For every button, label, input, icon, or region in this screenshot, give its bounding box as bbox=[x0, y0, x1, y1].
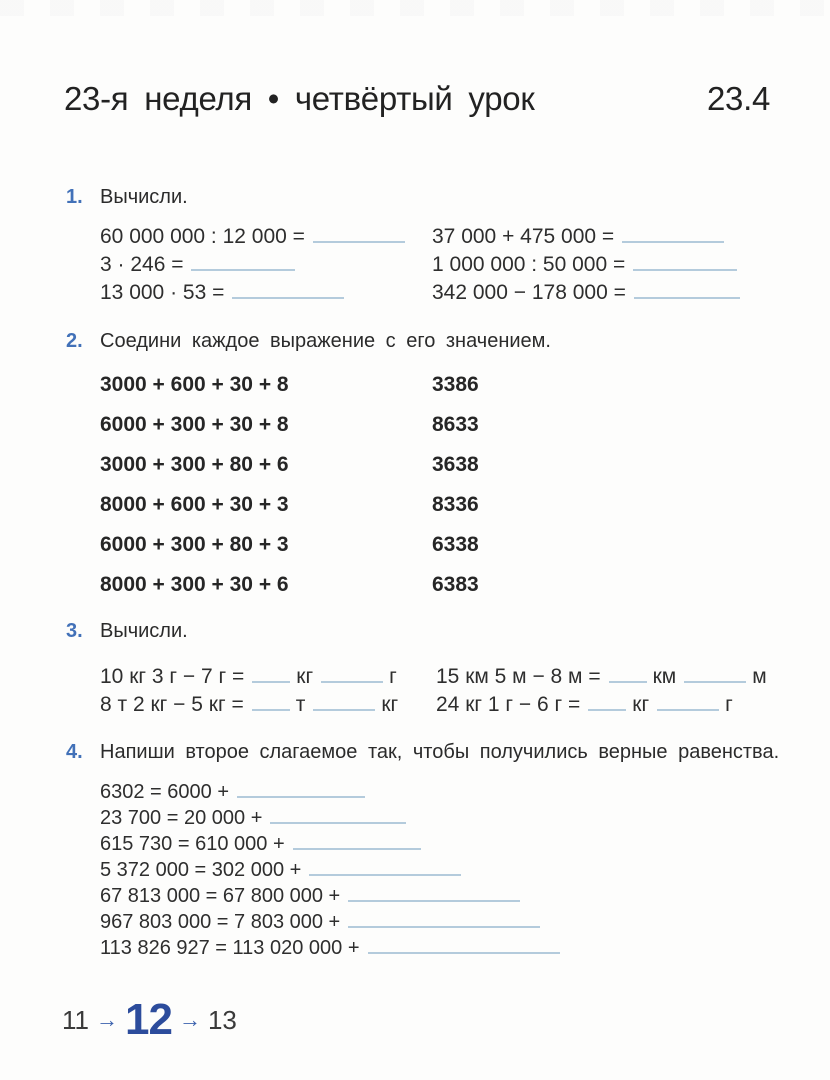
current-page-number: 12 bbox=[125, 995, 172, 1044]
equation-expression: 615 730 = 610 000 + bbox=[100, 833, 285, 855]
answer-blank[interactable] bbox=[633, 258, 737, 271]
task-3-number: 3. bbox=[66, 620, 83, 642]
answer-blank[interactable] bbox=[348, 889, 520, 902]
answer-blank[interactable] bbox=[293, 837, 421, 850]
unit-problem bbox=[100, 694, 436, 716]
problem-expression: 15 км 5 м − 8 м = bbox=[436, 665, 601, 688]
answer-blank[interactable] bbox=[252, 698, 290, 711]
answer-blank[interactable] bbox=[634, 286, 740, 299]
equation-expression: 6302 = 6000 + bbox=[100, 781, 230, 803]
math-problem bbox=[432, 226, 794, 248]
task-2-heading bbox=[66, 330, 794, 353]
answer-blank[interactable] bbox=[309, 863, 461, 876]
match-expression[interactable]: 8000 + 600 + 30 + 3 bbox=[100, 493, 289, 516]
match-expression[interactable]: 3000 + 300 + 80 + 6 bbox=[100, 453, 289, 476]
problem-expression: 60 000 000 : 12 000 = bbox=[100, 225, 305, 248]
unit-label: кг bbox=[296, 665, 314, 688]
problem-expression: 8 т 2 кг − 5 кг = bbox=[100, 693, 244, 716]
math-problem bbox=[432, 254, 794, 276]
match-expression[interactable]: 6000 + 300 + 30 + 8 bbox=[100, 413, 289, 436]
answer-blank[interactable] bbox=[348, 915, 540, 928]
answer-blank[interactable] bbox=[270, 811, 406, 824]
problem-expression: 37 000 + 475 000 = bbox=[432, 225, 615, 248]
equation bbox=[100, 805, 794, 831]
math-problem bbox=[100, 282, 432, 304]
match-expression[interactable]: 6000 + 300 + 80 + 3 bbox=[100, 533, 289, 556]
task-3 bbox=[66, 620, 794, 716]
problem-expression: 24 кг 1 г − 6 г = bbox=[436, 693, 581, 716]
lesson-code: 23.4 bbox=[706, 80, 770, 117]
match-expression[interactable]: 8000 + 300 + 30 + 6 bbox=[100, 573, 289, 596]
unit-problem bbox=[436, 666, 794, 688]
equation-expression: 967 803 000 = 7 803 000 + bbox=[100, 911, 341, 933]
answer-blank[interactable] bbox=[313, 698, 375, 711]
math-problem bbox=[100, 226, 432, 248]
task-4-title: Напиши второе слагаемое так, чтобы получились верные равенства. bbox=[100, 741, 780, 763]
answer-blank[interactable] bbox=[232, 286, 344, 299]
task-1 bbox=[66, 186, 794, 304]
equation bbox=[100, 857, 794, 883]
task-2-title: Соедини каждое выражение с его значением. bbox=[100, 330, 551, 352]
equation bbox=[100, 909, 794, 935]
unit-label: т bbox=[295, 693, 306, 716]
task-1-problems bbox=[100, 226, 794, 304]
math-problem bbox=[432, 282, 794, 304]
match-expression[interactable]: 3000 + 600 + 30 + 8 bbox=[100, 373, 289, 396]
equation bbox=[100, 883, 794, 909]
match-value[interactable]: 6383 bbox=[432, 573, 479, 596]
problem-expression: 1 000 000 : 50 000 = bbox=[432, 253, 626, 276]
match-value[interactable]: 3386 bbox=[432, 373, 479, 396]
task-3-title: Вычисли. bbox=[100, 620, 188, 642]
unit-problem bbox=[100, 666, 436, 688]
match-value[interactable]: 3638 bbox=[432, 453, 479, 476]
answer-blank[interactable] bbox=[252, 670, 290, 683]
answer-blank[interactable] bbox=[684, 670, 746, 683]
match-value[interactable]: 8336 bbox=[432, 493, 479, 516]
equation-expression: 5 372 000 = 302 000 + bbox=[100, 859, 302, 881]
task-3-heading bbox=[66, 620, 794, 643]
unit-label: г bbox=[725, 693, 733, 716]
answer-blank[interactable] bbox=[368, 941, 560, 954]
equation bbox=[100, 831, 794, 857]
page-title: 23-я неделя • четвёртый урок bbox=[64, 80, 535, 117]
problem-expression: 13 000 · 53 = bbox=[100, 281, 225, 304]
answer-blank[interactable] bbox=[321, 670, 383, 683]
equation-expression: 67 813 000 = 67 800 000 + bbox=[100, 885, 341, 907]
answer-blank[interactable] bbox=[657, 698, 719, 711]
answer-blank[interactable] bbox=[588, 698, 626, 711]
page-navigation bbox=[62, 995, 237, 1044]
problem-expression: 3 · 246 = bbox=[100, 253, 184, 276]
equation-expression: 113 826 927 = 113 020 000 + bbox=[100, 937, 360, 959]
equation-expression: 23 700 = 20 000 + bbox=[100, 807, 263, 829]
answer-blank[interactable] bbox=[237, 785, 365, 798]
equation bbox=[100, 779, 794, 805]
task-4 bbox=[66, 741, 794, 961]
problem-expression: 10 кг 3 г − 7 г = bbox=[100, 665, 245, 688]
task-1-title: Вычисли. bbox=[100, 186, 188, 208]
arrow-right-icon: → bbox=[178, 1007, 201, 1032]
unit-label: м bbox=[752, 665, 767, 688]
page-header bbox=[64, 80, 770, 118]
prev-page-number[interactable]: 11 bbox=[62, 1004, 89, 1035]
answer-blank[interactable] bbox=[313, 230, 405, 243]
task-4-heading bbox=[66, 741, 794, 764]
task-4-equations bbox=[100, 779, 794, 961]
perforation-strip bbox=[0, 0, 830, 16]
equation bbox=[100, 935, 794, 961]
task-3-problems bbox=[100, 666, 794, 716]
task-2-matching bbox=[100, 374, 794, 596]
unit-label: кг bbox=[632, 693, 650, 716]
task-2-number: 2. bbox=[66, 330, 83, 352]
answer-blank[interactable] bbox=[609, 670, 647, 683]
math-problem bbox=[100, 254, 432, 276]
task-2 bbox=[66, 330, 794, 596]
answer-blank[interactable] bbox=[191, 258, 295, 271]
match-value[interactable]: 6338 bbox=[432, 533, 479, 556]
task-1-heading bbox=[66, 186, 794, 209]
task-1-number: 1. bbox=[66, 186, 83, 208]
problem-expression: 342 000 − 178 000 = bbox=[432, 281, 626, 304]
match-value[interactable]: 8633 bbox=[432, 413, 479, 436]
answer-blank[interactable] bbox=[622, 230, 724, 243]
next-page-number[interactable]: 13 bbox=[207, 1004, 237, 1035]
unit-problem bbox=[436, 694, 794, 716]
unit-label: км bbox=[652, 665, 677, 688]
unit-label: г bbox=[389, 665, 397, 688]
unit-label: кг bbox=[381, 693, 399, 716]
arrow-right-icon: → bbox=[96, 1007, 118, 1032]
task-4-number: 4. bbox=[66, 741, 83, 763]
